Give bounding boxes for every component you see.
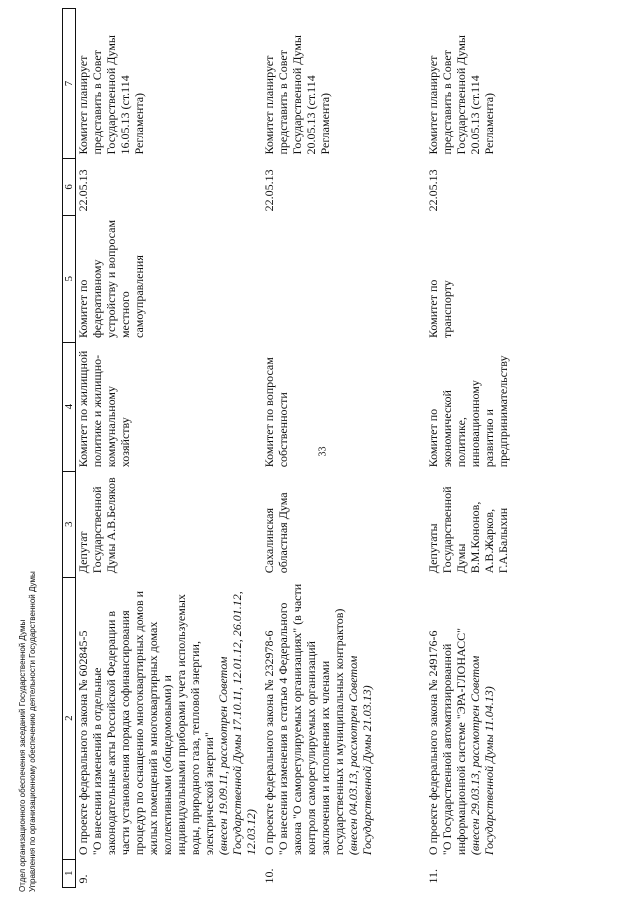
row-number: 9. [76, 874, 90, 884]
plan-note: Комитет планирует представить в Совет Государственной Думы 20.05.13 (ст.114 Регламента) [262, 35, 332, 155]
responsible-committee: Комитет по вопросам собственности [262, 357, 290, 468]
bill-title: О проекте федерального закона № 249176-6 [426, 630, 440, 856]
column-number: 3 [63, 471, 76, 577]
responsible-committee: Комитет по жилищной политике и жилищно-коммунальному хозяйству [76, 350, 132, 468]
column-number: 7 [63, 9, 76, 159]
column-number: 2 [63, 577, 76, 859]
page-number: 33 [317, 446, 329, 457]
column-number: 5 [63, 215, 76, 342]
table-row [76, 9, 263, 888]
bill-text: "О внесении изменения в статью 4 Федерального закона "О саморегулируемых организациях" (в части контроля саморегулируемых организаций заключения и исполнения их членами государственных и муниципальных контрактов) [276, 583, 346, 856]
footer-line-2: Управления по организационному обеспечению деятельности Государственной Думы [28, 571, 37, 892]
bill-author: Депутаты Государственной Думы В.М.Кононов, А.В.Жарков, Г.А.Балыхин [426, 486, 510, 574]
responsible-committee: Комитет по экономической политике, инновационному развитию и предпринимательству [426, 355, 510, 468]
table-row [262, 9, 426, 888]
row-number: 11. [426, 868, 440, 884]
column-number: 1 [63, 859, 76, 887]
bill-text: "О внесении изменений в отдельные законодательные акты Российской Федерации в части установления порядка софинансирования процедур по оснащению многоквартирных домов и жилых помещений в многоквартирных домах коллективными (общедомовыми) и индивидуальными приборами учета используемых воды, природного газа, тепловой энергии, электрической энергии" [90, 590, 216, 856]
co-executor-committee [262, 215, 426, 342]
plan-note: Комитет планирует представить в Совет Государственной Думы 20.05.13 (ст.114 Регламента) [426, 35, 496, 155]
review-date: 22.05.13 [76, 169, 90, 212]
column-number: 6 [63, 158, 76, 215]
bill-description [426, 577, 576, 859]
bill-note: (внесен 19.09.11, рассмотрен Советом Государственной Думы 17.10.11, 12.01.12, 26.01.12, 12.03.12) [216, 591, 258, 856]
row-number: 10. [262, 868, 276, 884]
bill-title: О проекте федерального закона № 602845-5 [76, 630, 90, 856]
plan-note: Комитет планирует представить в Совет Государственной Думы 16.05.13 (ст.114 Регламента) [76, 35, 146, 155]
bill-author: Депутат Государственной Думы А.В.Беляков [76, 477, 118, 574]
bill-note: (внесен 04.03.13, рассмотрен Советом Государственной Думы 21.03.13) [346, 655, 374, 856]
agenda-table-container [62, 8, 580, 888]
table-row [426, 9, 576, 888]
agenda-table [62, 8, 576, 888]
bill-text: "О Государственной автоматизированной информационной системе "ЭРА-ГЛОНАСС" [440, 628, 468, 856]
bill-description [76, 577, 263, 859]
review-date: 22.05.13 [426, 169, 440, 212]
bill-note: (внесен 29.03.13, рассмотрен Советом Государственной Думы 11.04.13) [468, 655, 496, 856]
co-executor-committee: Комитет по федеративному устройству и вопросам местного самоуправления [76, 219, 146, 339]
review-date: 22.05.13 [262, 169, 276, 212]
footer-line-1: Отдел организационного обеспечения заседаний Государственной Думы [18, 619, 27, 892]
column-number: 4 [63, 342, 76, 471]
column-number-row [63, 9, 76, 888]
bill-author: Сахалинская областная Дума [262, 492, 290, 574]
bill-description [262, 577, 426, 859]
bill-title: О проекте федерального закона № 232978-6 [262, 630, 276, 856]
co-executor-committee: Комитет по транспорту [426, 279, 454, 339]
